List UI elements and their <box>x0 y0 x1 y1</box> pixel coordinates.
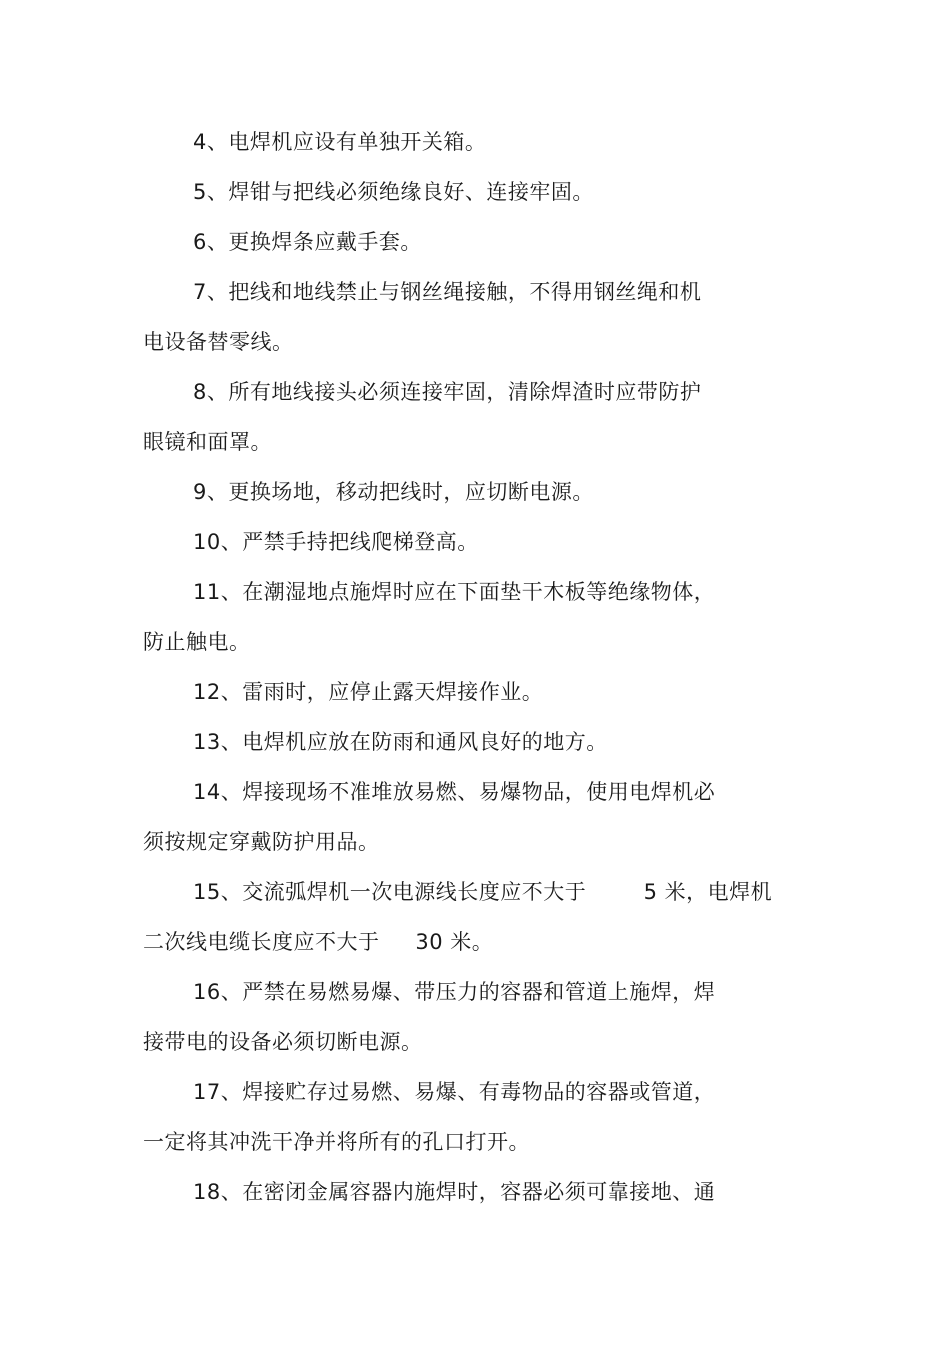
rule-4-line-1: 4、电焊机应设有单独开关箱。 <box>193 130 487 154</box>
rule-10-line-1: 10、严禁手持把线爬梯登高。 <box>193 530 479 554</box>
rule-15-line-1: 15、交流弧焊机一次电源线长度应不大于 5 米，电焊机 <box>193 880 773 904</box>
rule-7-line-2: 电设备替零线。 <box>143 330 294 354</box>
rule-18-line-1: 18、在密闭金属容器内施焊时，容器必须可靠接地、通 <box>193 1180 716 1204</box>
rule-7-line-1: 7、把线和地线禁止与钢丝绳接触，不得用钢丝绳和机 <box>193 280 702 304</box>
rule-13-line-1: 13、电焊机应放在防雨和通风良好的地方。 <box>193 730 608 754</box>
rule-9-line-1: 9、更换场地，移动把线时，应切断电源。 <box>193 480 594 504</box>
rule-8-line-1: 8、所有地线接头必须连接牢固，清除焊渣时应带防护 <box>193 380 702 404</box>
rule-15-line-2: 二次线电缆长度应不大于 30 米。 <box>143 930 494 954</box>
rule-16-line-1: 16、严禁在易燃易爆、带压力的容器和管道上施焊，焊 <box>193 980 716 1004</box>
rule-14-line-1: 14、焊接现场不准堆放易燃、易爆物品，使用电焊机必 <box>193 780 716 804</box>
rule-12-line-1: 12、雷雨时，应停止露天焊接作业。 <box>193 680 544 704</box>
rule-11-line-2: 防止触电。 <box>143 630 251 654</box>
rule-17-line-2: 一定将其冲洗干净并将所有的孔口打开。 <box>143 1130 530 1154</box>
rule-11-line-1: 11、在潮湿地点施焊时应在下面垫干木板等绝缘物体， <box>193 580 716 604</box>
rule-17-line-1: 17、焊接贮存过易燃、易爆、有毒物品的容器或管道， <box>193 1080 716 1104</box>
rule-14-line-2: 须按规定穿戴防护用品。 <box>143 830 380 854</box>
rule-8-line-2: 眼镜和面罩。 <box>143 430 272 454</box>
rule-6-line-1: 6、更换焊条应戴手套。 <box>193 230 422 254</box>
rule-5-line-1: 5、焊钳与把线必须绝缘良好、连接牢固。 <box>193 180 594 204</box>
rule-16-line-2: 接带电的设备必须切断电源。 <box>143 1030 423 1054</box>
